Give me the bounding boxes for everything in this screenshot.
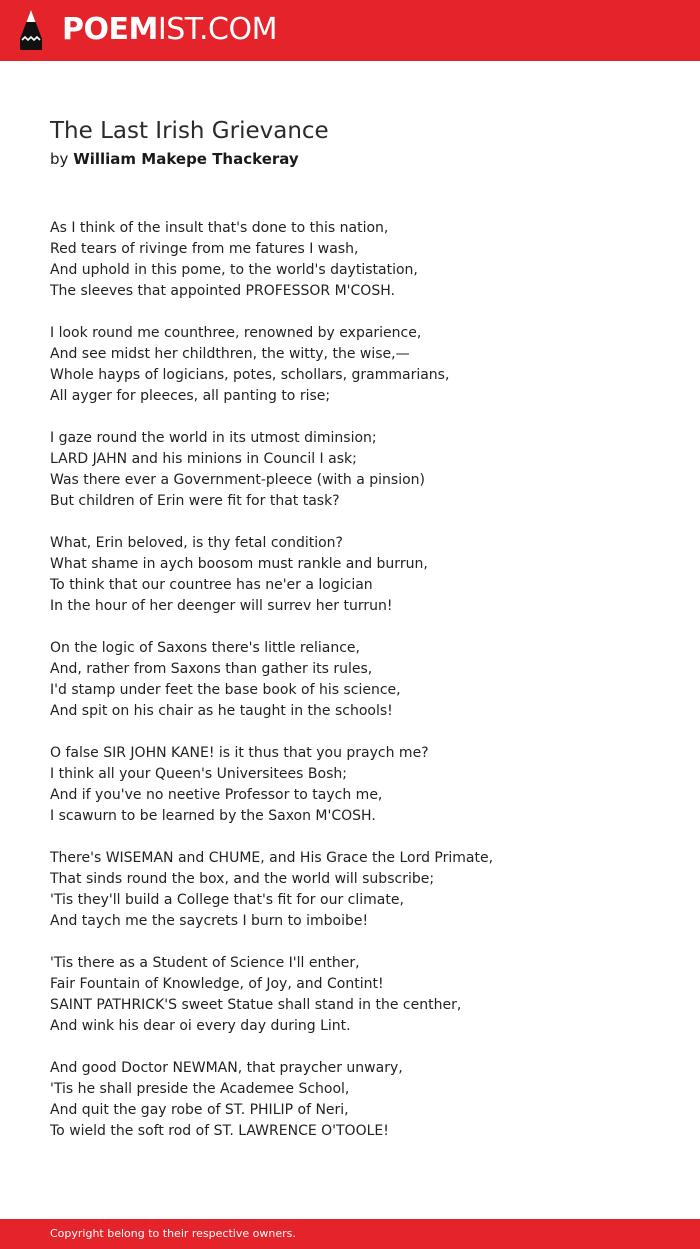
poem-line: To think that our countree has ne'er a logician: [50, 577, 373, 593]
poem-line: In the hour of her deenger will surrev her turrun!: [50, 598, 393, 614]
poem-stanza: [50, 428, 670, 512]
poem-line: I'd stamp under feet the base book of his science,: [50, 682, 401, 698]
poem-line: And, rather from Saxons than gather its rules,: [50, 661, 373, 677]
poem-line: Red tears of rivinge from me fatures I wash,: [50, 241, 359, 257]
poem-line: And good Doctor NEWMAN, that praycher unwary,: [50, 1060, 403, 1076]
poem-line: 'Tis there as a Student of Science I'll enther,: [50, 955, 360, 971]
brand-bold-text: POEM: [62, 12, 158, 47]
poem-line: To wield the soft rod of ST. LAWRENCE O'TOOLE!: [50, 1123, 389, 1139]
poem-stanza: [50, 218, 670, 302]
poem-line: O false SIR JOHN KANE! is it thus that you praych me?: [50, 745, 429, 761]
poem-line: LARD JAHN and his minions in Council I ask;: [50, 451, 357, 467]
pencil-tip-icon[interactable]: [18, 9, 44, 51]
poem-line: And if you've no neetive Professor to taych me,: [50, 787, 383, 803]
poem-line: As I think of the insult that's done to this nation,: [50, 220, 389, 236]
brand-light-text: IST.COM: [157, 12, 277, 47]
poem-line: That sinds round the box, and the world will subscribe;: [50, 871, 435, 887]
poem-line: 'Tis he shall preside the Academee School,: [50, 1081, 350, 1097]
poem-line: And see midst her childthren, the witty, the wise,—: [50, 346, 410, 362]
poem-stanza: [50, 953, 670, 1037]
poem-line: I scawurn to be learned by the Saxon M'COSH.: [50, 808, 376, 824]
poem-line: The sleeves that appointed PROFESSOR M'COSH.: [50, 283, 395, 299]
poem-stanza: [50, 323, 670, 407]
site-logo[interactable]: [62, 12, 277, 48]
poem-line: I gaze round the world in its utmost diminsion;: [50, 430, 377, 446]
poem-body: [50, 218, 670, 1163]
poem-line: And wink his dear oi every day during Lint.: [50, 1018, 351, 1034]
poem-byline: [50, 148, 299, 170]
poem-line: But children of Erin were fit for that task?: [50, 493, 340, 509]
poem-stanza: [50, 638, 670, 722]
poem-line: And uphold in this pome, to the world's daytistation,: [50, 262, 418, 278]
poem-line: And taych me the saycrets I burn to imboibe!: [50, 913, 369, 929]
poem-line: 'Tis they'll build a College that's fit for our climate,: [50, 892, 404, 908]
footer-bar: [0, 1219, 700, 1249]
poem-stanza: [50, 848, 670, 932]
poem-line: On the logic of Saxons there's little reliance,: [50, 640, 360, 656]
poem-line: And quit the gay robe of ST. PHILIP of Neri,: [50, 1102, 349, 1118]
poem-title: The Last Irish Grievance: [50, 118, 329, 144]
copyright-notice: Copyright belong to their respective owners.: [50, 1227, 296, 1240]
poem-line: There's WISEMAN and CHUME, and His Grace the Lord Primate,: [50, 850, 494, 866]
by-label: by: [50, 150, 69, 168]
poem-line: What, Erin beloved, is thy fetal condition?: [50, 535, 343, 551]
poem-line: I look round me counthree, renowned by exparience,: [50, 325, 422, 341]
poem-line: What shame in aych boosom must rankle and burrun,: [50, 556, 428, 572]
poem-line: And spit on his chair as he taught in the schools!: [50, 703, 393, 719]
poem-line: Whole hayps of logicians, potes, schollars, grammarians,: [50, 367, 450, 383]
poem-line: Was there ever a Government-pleece (with a pinsion): [50, 472, 426, 488]
poem-line: All ayger for pleeces, all panting to rise;: [50, 388, 331, 404]
poem-stanza: [50, 533, 670, 617]
header-bar: [0, 0, 700, 61]
poem-line: Fair Fountain of Knowledge, of Joy, and Contint!: [50, 976, 384, 992]
poem-stanza: [50, 1058, 670, 1142]
poem-line: SAINT PATHRICK'S sweet Statue shall stand in the centher,: [50, 997, 462, 1013]
poem-author: William Makepe Thackeray: [73, 150, 299, 168]
poem-line: I think all your Queen's Universitees Bosh;: [50, 766, 347, 782]
poem-stanza: [50, 743, 670, 827]
